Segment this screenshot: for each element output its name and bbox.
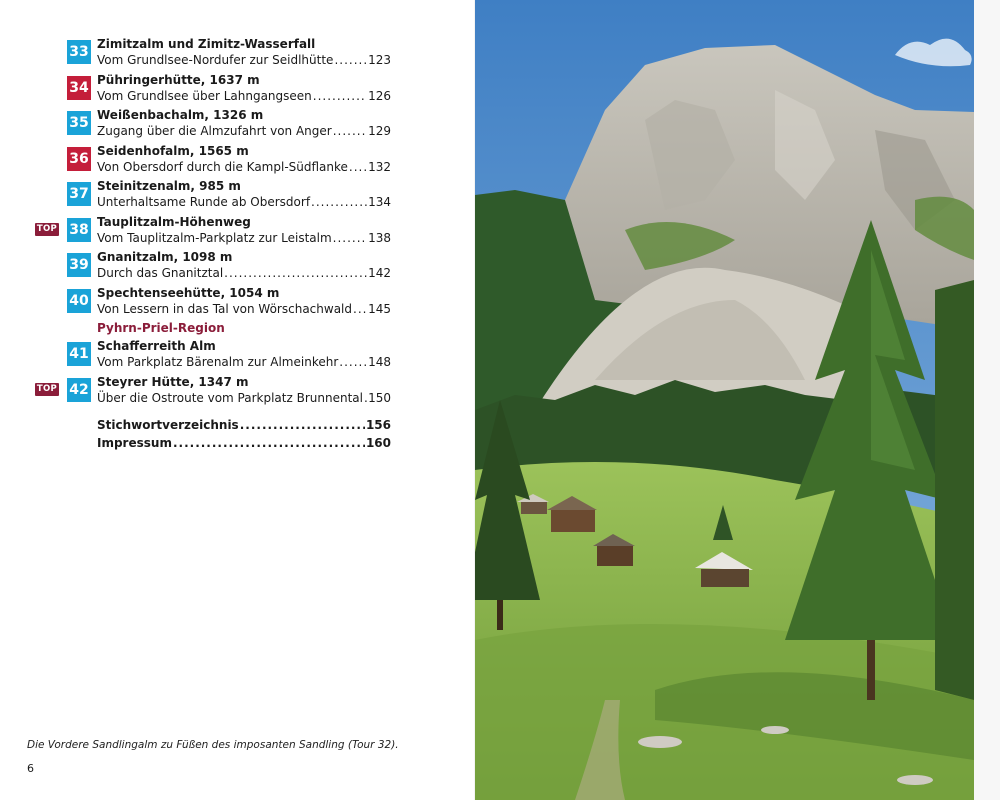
- page-ref: 126: [368, 88, 391, 103]
- dot-leader: [333, 124, 367, 138]
- tour-number: 38: [67, 218, 91, 242]
- tour-line: [97, 266, 391, 282]
- toc-entry[interactable]: [0, 339, 474, 373]
- tour-line: [97, 355, 391, 371]
- tour-number: 42: [67, 378, 91, 402]
- toc-entry[interactable]: [0, 286, 474, 320]
- tour-number: 36: [67, 147, 91, 171]
- tour-description: Über die Ostroute vom Parkplatz Brunnental: [97, 391, 363, 405]
- top-badge: TOP: [36, 223, 58, 234]
- tour-title: Pühringerhütte, 1637 m: [97, 72, 260, 87]
- tour-number: 35: [67, 111, 91, 135]
- dot-leader: [313, 89, 367, 103]
- tour-description: Von Obersdorf durch die Kampl-Südflanke: [97, 159, 348, 174]
- tour-description: Unterhaltsame Runde ab Obersdorf: [97, 195, 311, 209]
- tour-line: [97, 89, 391, 105]
- page-ref: 123: [368, 53, 391, 67]
- landscape-illustration: [475, 0, 974, 800]
- tour-line: [97, 53, 391, 69]
- toc-entry[interactable]: [0, 37, 474, 71]
- toc-entry[interactable]: [0, 108, 474, 142]
- region-heading: Pyhrn-Priel-Region: [97, 321, 225, 335]
- tour-title: Steinitzenalm, 985 m: [97, 179, 241, 193]
- page-ref: 142: [368, 266, 391, 280]
- tour-number: 39: [67, 253, 91, 277]
- page-ref: 148: [368, 355, 391, 369]
- tour-line: [97, 231, 391, 247]
- page-ref: 132: [368, 159, 391, 174]
- tour-title: Spechtenseehütte, 1054 m: [97, 285, 280, 300]
- dot-leader: [240, 418, 365, 432]
- tour-title: Weißenbachalm, 1326 m: [97, 108, 264, 122]
- dot-leader: [353, 302, 367, 316]
- tour-description: Vom Tauplitzalm-Parkplatz zur Leistalm: [97, 230, 332, 245]
- toc-entry[interactable]: [0, 375, 474, 409]
- page-ref: 150: [368, 391, 391, 405]
- toc-entry[interactable]: [0, 179, 474, 213]
- tour-title: Steyrer Hütte, 1347 m: [97, 375, 249, 389]
- tour-title: Zimitzalm und Zimitz-Wasserfall: [97, 37, 316, 51]
- page-ref: 160: [365, 436, 391, 450]
- alpine-photo: [475, 0, 974, 800]
- dot-leader: [334, 53, 367, 67]
- dot-leader: [224, 266, 367, 280]
- top-badge: TOP: [36, 384, 58, 394]
- dot-leader: [173, 436, 365, 450]
- tour-description: Durch das Gnanitztal: [97, 266, 224, 280]
- tour-description: Vom Parkplatz Bärenalm zur Almeinkehr: [97, 355, 339, 369]
- toc-extra-index[interactable]: [97, 418, 391, 434]
- tour-line: [97, 160, 391, 176]
- tour-number: 41: [67, 342, 91, 366]
- tour-description: Von Lessern in das Tal von Wörschachwald: [97, 301, 352, 316]
- page-ref: 129: [368, 124, 391, 138]
- tour-number: 40: [67, 289, 91, 313]
- tour-line: [97, 391, 391, 407]
- extra-label: Stichwortverzeichnis: [97, 418, 239, 432]
- toc-entry[interactable]: [0, 215, 474, 249]
- tour-number: 37: [67, 182, 91, 206]
- toc-extra-impressum[interactable]: [97, 436, 391, 452]
- tour-description: Zugang über die Almzufahrt von Anger: [97, 124, 332, 138]
- toc-entry[interactable]: [0, 250, 474, 284]
- dot-leader: [333, 231, 367, 245]
- page-ref: 134: [368, 195, 391, 209]
- tour-line: [97, 302, 391, 318]
- photo-caption: Die Vordere Sandlingalm zu Füßen des imposanten Sandling (Tour 32).: [27, 739, 399, 751]
- page-ref: 138: [368, 230, 391, 245]
- page-number: 6: [27, 762, 34, 775]
- tour-line: [97, 195, 391, 211]
- tour-number: 34: [67, 76, 91, 100]
- tour-description: Vom Grundlsee-Nordufer zur Seidlhütte: [97, 53, 334, 67]
- tour-title: Gnanitzalm, 1098 m: [97, 250, 233, 264]
- tour-title: Tauplitzalm-Höhenweg: [97, 214, 251, 229]
- tour-title: Seidenhofalm, 1565 m: [97, 143, 249, 158]
- dot-leader: [364, 391, 367, 405]
- toc-entry[interactable]: [0, 144, 474, 178]
- page-ref: 156: [365, 418, 391, 432]
- tour-number: 33: [67, 40, 91, 64]
- tour-description: Vom Grundlsee über Lahngangseen: [97, 88, 312, 103]
- dot-leader: [311, 195, 367, 209]
- left-page: [0, 0, 474, 800]
- dot-leader: [339, 355, 367, 369]
- tour-line: [97, 124, 391, 140]
- tour-title: Schafferreith Alm: [97, 339, 216, 353]
- page-ref: 145: [368, 301, 391, 316]
- page-margin: [974, 0, 1000, 800]
- toc-entry[interactable]: [0, 73, 474, 107]
- extra-label: Impressum: [97, 436, 172, 450]
- dot-leader: [349, 160, 367, 174]
